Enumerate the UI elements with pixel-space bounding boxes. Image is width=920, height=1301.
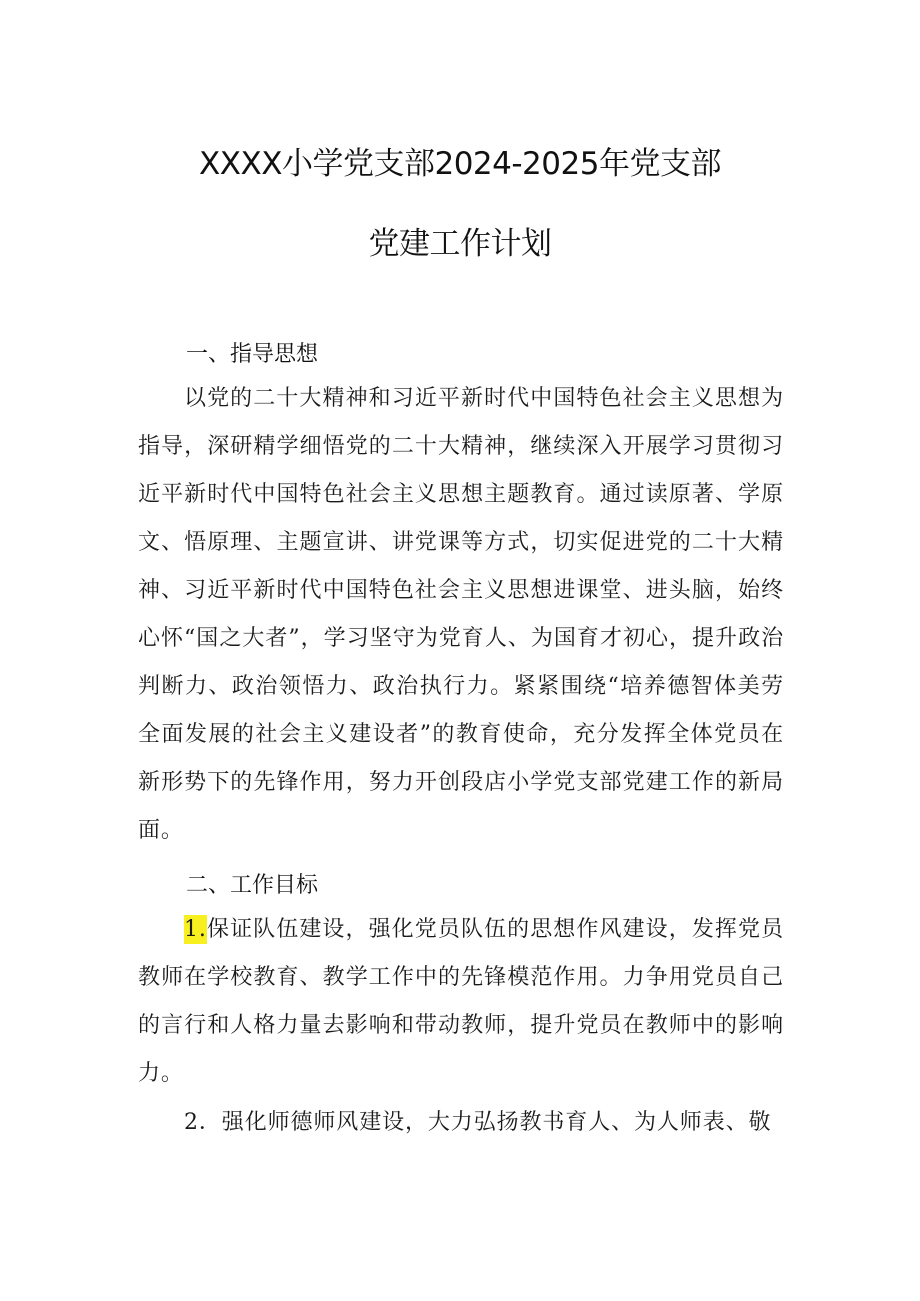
section2-item2: 2．强化师德师风建设，大力弘扬教书育人、为人师表、敬 (184, 1110, 772, 1135)
section2-heading: 二、工作目标 (186, 873, 319, 898)
section1-paragraph: 以党的二十大精神和习近平新时代中国特色社会主义思想为指导，深研精学细悟党的二十大精神，继续深入开展学习贯彻习近平新时代中国特色社会主义思想主题教育。通过读原著、学原文、悟原理、主题宣讲、讲党课等方式，切实促进党的二十大精神、习近平新时代中国特色社会主义思想进课堂、进头脑，始终心怀“国之大者”，学习坚守为党育人、为国育才初心，提升政治判断力、政治领悟力、政治执行力。紧紧围绕“培养德智体美劳全面发展的社会主义建设者”的教育使命，充分发挥全体党员在新形势下的先锋作用，努力开创段店小学党支部党建工作的新局面。 (138, 386, 784, 843)
document-title-line2: 党建工作计划 (368, 226, 552, 262)
document-title-line1: XXXX小学党支部2024-2025年党支部 (199, 146, 721, 182)
item1-number-highlight: 1. (184, 917, 207, 942)
section2-item1 (138, 906, 784, 1098)
section1-heading: 一、指导思想 (186, 342, 319, 367)
item1-text: 保证队伍建设，强化党员队伍的思想作风建设，发挥党员教师在学校教育、教学工作中的先锋模范作用。力争用党员自己的言行和人格力量去影响和带动教师，提升党员在教师中的影响力。 (138, 917, 784, 1086)
